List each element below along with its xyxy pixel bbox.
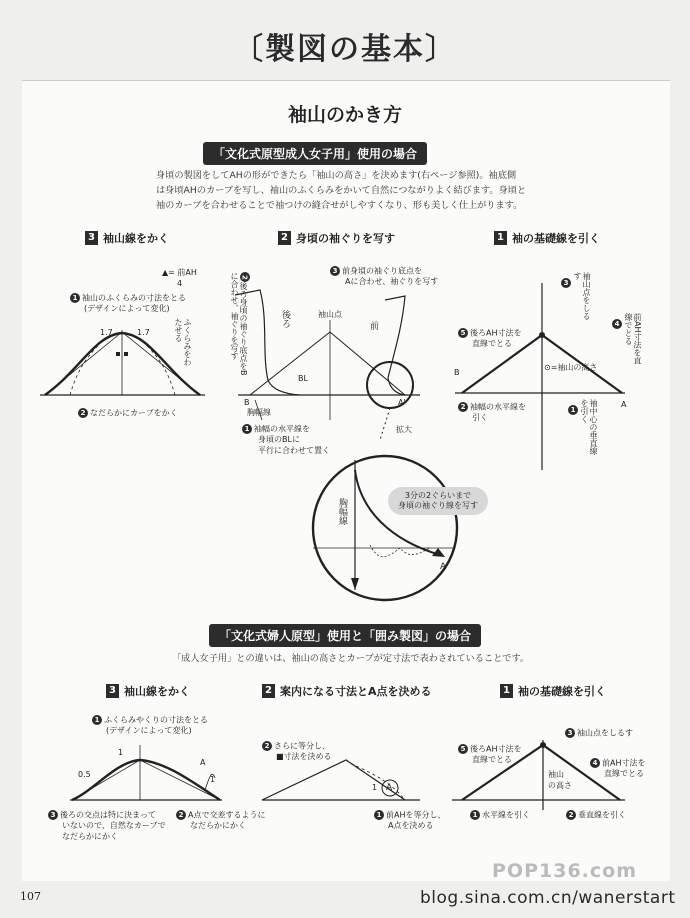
s1-step1-note1: [568, 399, 598, 461]
step-title: 袖山線をかく: [103, 232, 169, 245]
note-text: 袖幅の水平線を: [254, 424, 310, 434]
dim-1: 1: [372, 783, 378, 792]
dim-left: 1.7: [100, 328, 113, 337]
s1-step2-note2: [230, 272, 252, 382]
s2-step3-note3c: なだらかにかく: [62, 832, 118, 841]
back-label: 後ろ: [280, 310, 290, 328]
dim-1: 1: [118, 748, 124, 757]
intro-line: 身頃の製図をしてAHの形ができたら「袖山の高さ」を決めます(右ページ参照)。袖底側: [156, 170, 517, 181]
note-text: 水平線を引く: [482, 810, 530, 820]
step-title: 袖山線をかく: [124, 685, 190, 698]
note-text: 後ろAH寸法を: [470, 744, 522, 754]
s2-step1-note2: [566, 810, 626, 821]
page-title: 〔製図の基本〕: [233, 32, 457, 67]
note-text: 後ろ身頃の袖ぐり底点をBに合わせ、袖ぐりを写す: [230, 272, 248, 376]
point-a-label: A: [200, 758, 206, 767]
s2-step1-note4: [590, 758, 646, 769]
note-text: A点で交差するように: [188, 810, 266, 820]
s1-step2-note3b: Aに合わせ、袖ぐりを写す: [345, 277, 439, 286]
step-title: 袖の基礎線を引く: [518, 685, 606, 698]
note-text: 袖山のふくらみの寸法をとる: [82, 293, 186, 303]
peak-point-icon: [539, 332, 545, 338]
arrow-down-icon: [351, 578, 359, 590]
callout-2-icon: 2: [78, 408, 88, 418]
s1-step2-note1c: 平行に合わせて置く: [258, 446, 330, 455]
height-text: 袖山の高さ: [557, 363, 598, 372]
note-text: 後ろAH寸法を: [470, 328, 522, 338]
callout-1-icon: 1: [568, 405, 578, 415]
s2-step2-note1b: A点を決める: [388, 821, 434, 830]
point-b-label: B: [244, 398, 250, 407]
zoom-chest-label: 胸幅線: [337, 498, 347, 525]
s1-step1-note2b: 引く: [472, 413, 488, 422]
callout-1-icon: 1: [70, 293, 80, 303]
callout-1-icon: 1: [92, 715, 102, 725]
formula-numerator: 前AH: [177, 268, 197, 277]
note-text: 袖中心の垂直線を引く: [580, 399, 598, 455]
intro-line: 袖のカーブを合わせることで袖つけの縫合せがしやすくなり、形も美しく仕上がります。: [156, 200, 523, 211]
marker-square-icon: [124, 352, 128, 356]
dim-0.5: 0.5: [78, 770, 91, 779]
tip-bubble: [388, 487, 488, 515]
s2-step1-note5b: 直線でとる: [472, 755, 512, 764]
s1-step3-note1b: (デザインによって変化): [84, 304, 170, 313]
peak-label: 袖山点: [318, 310, 342, 319]
callout-1-icon: 1: [242, 424, 252, 434]
s2-step1-note3: [565, 728, 633, 739]
s2-step2-note2b: [276, 752, 332, 762]
s2-step3-note3b: いないので、自然なカーブで: [62, 821, 166, 830]
intro-line: は身頃AHのカーブを写し、袖山のふくらみをかいて自然につながりよく結びます。身頃と: [156, 185, 527, 196]
step-number: 2: [278, 231, 291, 245]
zoom-label: 拡大: [396, 425, 412, 434]
s1-step2-note1: [242, 424, 310, 435]
formula: ▲= 前AH: [162, 268, 197, 277]
point-a-label: A': [398, 398, 406, 407]
s2-step1-header: [500, 683, 606, 699]
s1-step1-note4: [612, 313, 642, 367]
step-number: 1: [500, 684, 513, 698]
callout-1-icon: 1: [470, 810, 480, 820]
note-text: なだらかにカーブをかく: [90, 408, 178, 418]
s2-step1-note4b: 直線でとる: [604, 769, 644, 778]
bubble-line: 3分の2ぐらいまで: [404, 491, 472, 500]
callout-3-icon: 3: [561, 278, 571, 288]
zoom-a-label: A: [440, 562, 447, 572]
s2-step1-note5: [458, 744, 522, 755]
note-text: 寸法を決める: [283, 752, 332, 761]
bl-label: BL: [298, 374, 308, 383]
callout-3-icon: 3: [330, 266, 340, 276]
height-marker-icon: ⊙=: [544, 363, 558, 372]
s2-step2-note1: [374, 810, 446, 821]
note-text: 後ろの交点は特に決まって: [60, 810, 156, 820]
s2-step3-header: [106, 683, 190, 699]
callout-2-icon: 2: [240, 272, 250, 282]
s1-step1-note5b: 直線でとる: [472, 339, 512, 348]
watermark-logo: POP136.com: [492, 860, 637, 882]
s1-step3-side: ふくらみをわたせる: [174, 318, 192, 366]
s2-step2-header: [262, 683, 432, 699]
marker-icon: ■: [276, 752, 284, 761]
note-text: さらに等分し、: [274, 741, 330, 751]
s1-step1-note3: [561, 272, 591, 320]
watermark-url: blog.sina.com.cn/wanerstart: [420, 888, 676, 908]
note-text: 垂直線を引く: [578, 810, 626, 820]
callout-4-icon: 4: [612, 319, 622, 329]
s2-step3-note2: [176, 810, 265, 821]
section2-banner: 「文化式婦人原型」使用と「囲み製図」の場合: [209, 624, 481, 647]
s1-step1-note2: [458, 402, 526, 413]
note-text: 袖幅の水平線を: [470, 402, 526, 412]
s1-step1-note5: [458, 328, 522, 339]
note-text: 前AHを等分し、: [386, 810, 446, 820]
s1-step1-point-b: B: [454, 368, 460, 377]
step-title: 案内になる寸法とA点を決める: [280, 685, 432, 698]
s1-step2-note3: [330, 266, 422, 277]
marker-square-icon: [116, 352, 120, 356]
sleeve-height-a: 袖山: [548, 770, 564, 779]
peak-point-icon: [540, 742, 546, 748]
bubble-line: 身頃の袖ぐり線を写す: [398, 501, 478, 510]
section2-intro: 「成人女子用」との違いは、袖山の高さとカーブが定寸法で表わされていることです。: [172, 653, 530, 664]
section1-banner: 「文化式原型成人女子用」使用の場合: [203, 142, 427, 165]
step-title: 身頃の袖ぐりを写す: [296, 232, 395, 245]
s2-step3-note3: [48, 810, 156, 821]
s1-step1-point-a: A: [621, 400, 627, 409]
note-text: 前AH寸法を: [602, 758, 646, 768]
note-text: 袖山点をしるす: [573, 272, 591, 320]
step-title: 袖の基礎線を引く: [512, 232, 600, 245]
callout-2-icon: 2: [458, 402, 468, 412]
s2-step1-note1: [470, 810, 530, 821]
formula-denominator: 4: [177, 279, 183, 288]
note-text: 前AH寸法を直線でとる: [624, 313, 642, 365]
sleeve-height-label: [544, 363, 597, 373]
sleeve-height-b: の高さ: [548, 781, 572, 790]
step-number: 3: [106, 684, 119, 698]
chest-line-label: 胸幅線: [247, 408, 271, 417]
note-text: 袖山点をしるす: [577, 728, 633, 738]
callout-3-icon: 3: [48, 810, 58, 820]
page-number: 107: [20, 890, 41, 903]
callout-5-icon: 5: [458, 328, 468, 338]
callout-5-icon: 5: [458, 744, 468, 754]
callout-2-icon: 2: [176, 810, 186, 820]
dim-1b: 1: [210, 775, 216, 784]
note-text: 前身頃の袖ぐり底点を: [342, 266, 422, 276]
s2-step2-note2: [262, 741, 330, 752]
section-subtitle: 袖山のかき方: [287, 104, 402, 126]
s1-step2-note1b: 身頃のBLに: [258, 435, 300, 444]
point-a-label: A: [386, 783, 393, 793]
dim-right: 1.7: [137, 328, 150, 337]
callout-2-icon: 2: [262, 741, 272, 751]
callout-3-icon: 3: [565, 728, 575, 738]
s2-step3-note2b: なだらかにかく: [190, 821, 246, 830]
step-number: 3: [85, 231, 98, 245]
s2-step3-note1b: (デザインによって変化): [106, 726, 192, 735]
callout-2-icon: 2: [566, 810, 576, 820]
s1-step3-note2: [78, 408, 178, 419]
s2-step3-note1: [92, 715, 208, 726]
note-text: ふくらみやくりの寸法をとる: [104, 715, 208, 725]
callout-1-icon: 1: [374, 810, 384, 820]
s1-step3-note1: [70, 293, 186, 304]
callout-4-icon: 4: [590, 758, 600, 768]
step-number: 2: [262, 684, 275, 698]
front-label: 前: [370, 322, 380, 332]
step-number: 1: [494, 231, 507, 245]
